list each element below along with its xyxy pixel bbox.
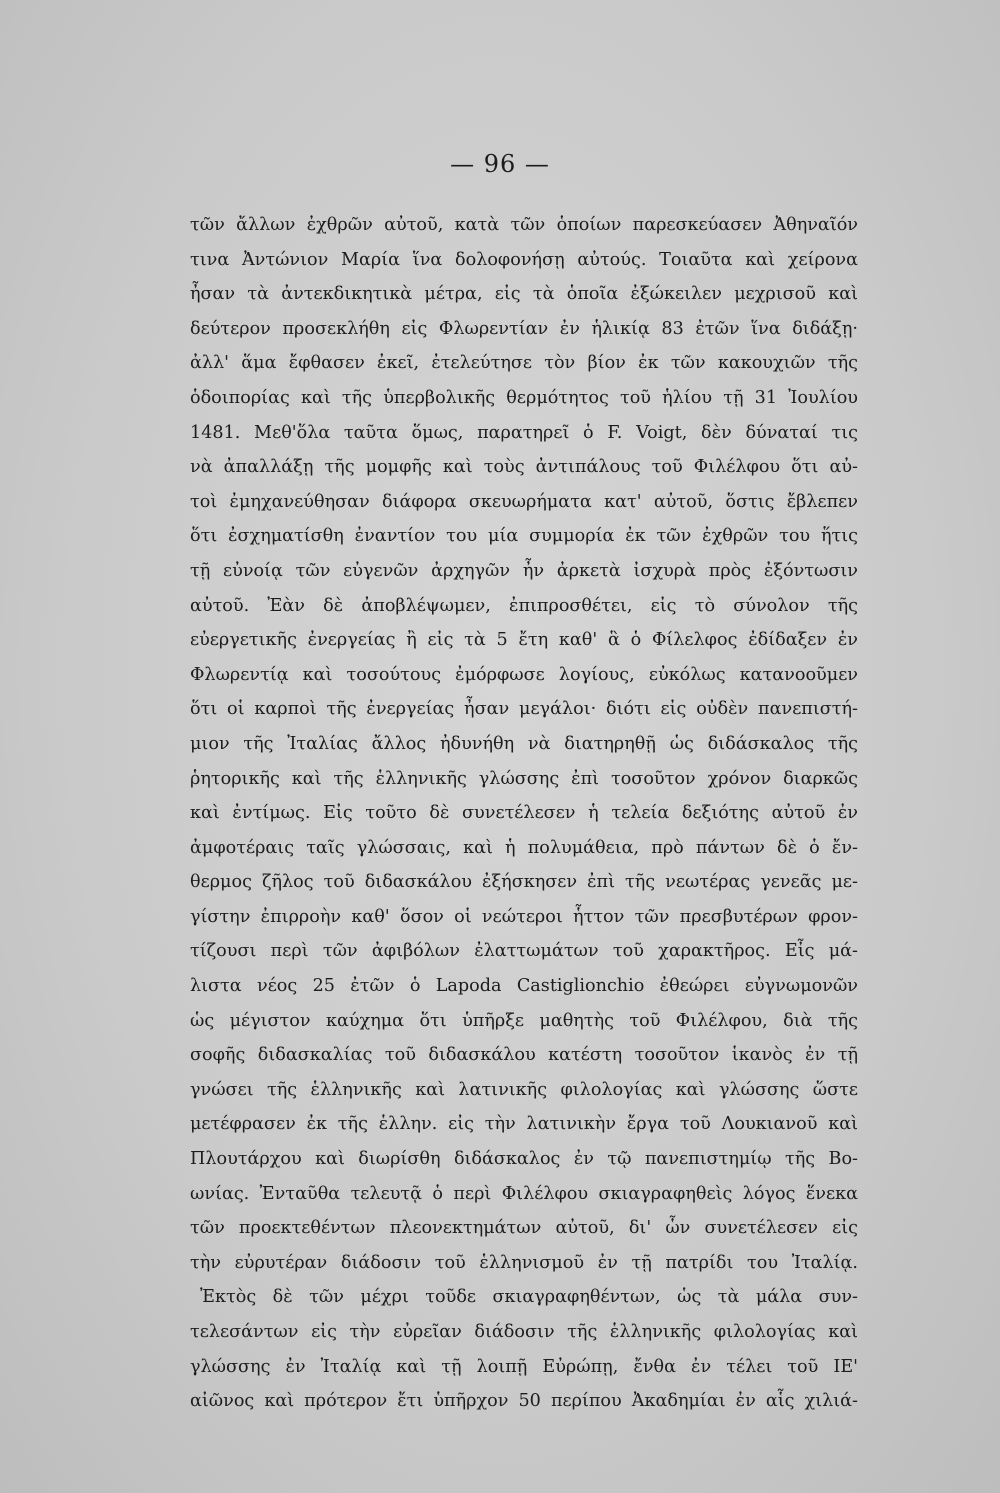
text-line: νὰ ἀπαλλάξῃ τῆς μομφῆς καὶ τοὺς ἀντιπάλους τοῦ Φιλέλφου ὅτι αὐ- <box>190 457 858 478</box>
body-text <box>190 208 858 1419</box>
text-line: ωνίας. Ἐνταῦθα τελευτᾷ ὁ περὶ Φιλέλφου σκιαγραφηθεὶς λόγος ἕνεκα <box>190 1183 858 1204</box>
text-line: Φλωρεντίᾳ καὶ τοσούτους ἐμόρφωσε λογίους, εὐκόλως κατανοοῦμεν <box>190 664 858 685</box>
text-line: τοὶ ἐμηχανεύθησαν διάφορα σκευωρήματα κατ' αὐτοῦ, ὅστις ἔβλεπεν <box>190 491 858 512</box>
text-line: μιον τῆς Ἰταλίας ἄλλος ἠδυνήθη νὰ διατηρηθῇ ὡς διδάσκαλος τῆς <box>190 733 858 754</box>
text-line: καὶ ἐντίμως. Εἰς τοῦτο δὲ συνετέλεσεν ἡ τελεία δεξιότης αὐτοῦ ἐν <box>190 803 858 824</box>
page-number: — 96 — <box>450 150 550 178</box>
text-line: γίστην ἐπιρροὴν καθ' ὅσον οἱ νεώτεροι ἧττον τῶν πρεσβυτέρων φρον- <box>190 906 858 927</box>
text-line: τινα Ἀντώνιον Μαρία ἵνα δολοφονήσῃ αὐτούς. Τοιαῦτα καὶ χείρονα <box>190 249 858 270</box>
text-line: ἀλλ' ἅμα ἔφθασεν ἐκεῖ, ἐτελεύτησε τὸν βίον ἐκ τῶν κακουχιῶν τῆς <box>190 353 858 374</box>
text-line: Πλουτάρχου καὶ διωρίσθη διδάσκαλος ἐν τῷ πανεπιστημίῳ τῆς Βο- <box>190 1149 858 1170</box>
text-line: λιστα νέος 25 ἐτῶν ὁ Lapoda Castiglionchio ἐθεώρει εὐγνωμονῶν <box>190 976 858 997</box>
text-line: Ἐκτὸς δὲ τῶν μέχρι τοῦδε σκιαγραφηθέντων, ὡς τὰ μάλα συν- <box>200 1287 858 1308</box>
text-line: 1481. Μεθ'ὅλα ταῦτα ὅμως, παρατηρεῖ ὁ F. Voigt, δὲν δύναταί τις <box>190 422 858 443</box>
text-line: τελεσάντων εἰς τὴν εὐρεῖαν διάδοσιν τῆς ἑλληνικῆς φιλολογίας καὶ <box>190 1322 858 1342</box>
text-line: ὅτι οἱ καρποὶ τῆς ἐνεργείας ἦσαν μεγάλοι· διότι εἰς οὐδὲν πανεπιστή- <box>190 699 858 720</box>
text-line: γλώσσης ἐν Ἰταλίᾳ καὶ τῇ λοιπῇ Εὐρώπῃ, ἔνθα ἐν τέλει τοῦ ΙΕ' <box>190 1356 858 1377</box>
text-line: ὁδοιπορίας καὶ τῆς ὑπερβολικῆς θερμότητος τοῦ ἡλίου τῇ 31 Ἰουλίου <box>190 387 858 408</box>
text-line: τῇ εὐνοίᾳ τῶν εὐγενῶν ἀρχηγῶν ἦν ἀρκετὰ ἰσχυρὰ πρὸς ἐξόντωσιν <box>190 560 858 581</box>
text-line: μετέφρασεν ἐκ τῆς ἑλλην. εἰς τὴν λατινικὴν ἔργα τοῦ Λουκιανοῦ καὶ <box>190 1114 858 1135</box>
text-line: αὐτοῦ. Ἐὰν δὲ ἀποβλέψωμεν, ἐπιπροσθέτει, εἰς τὸ σύνολον τῆς <box>190 595 858 616</box>
text-line: εὐεργετικῆς ἐνεργείας ἢ εἰς τὰ 5 ἔτη καθ' ἃ ὁ Φίλελφος ἐδίδαξεν ἐν <box>190 630 858 651</box>
text-line: δεύτερον προσεκλήθη εἰς Φλωρεντίαν ἐν ἡλικίᾳ 83 ἐτῶν ἵνα διδάξῃ· <box>190 318 858 339</box>
text-line: ὡς μέγιστον καύχημα ὅτι ὑπῆρξε μαθητὴς τοῦ Φιλέλφου, διὰ τῆς <box>190 1010 858 1031</box>
text-line: τῶν προεκτεθέντων πλεονεκτημάτων αὐτοῦ, δι' ὧν συνετέλεσεν εἰς <box>190 1218 858 1239</box>
text-line: τίζουσι περὶ τῶν ἀφιβόλων ἐλαττωμάτων τοῦ χαρακτῆρος. Εἶς μά- <box>190 941 858 962</box>
text-line: τῶν ἄλλων ἐχθρῶν αὐτοῦ, κατὰ τῶν ὁποίων παρεσκεύασεν Ἀθηναῖόν <box>190 215 858 235</box>
text-line: θερμος ζῆλος τοῦ διδασκάλου ἐξήσκησεν ἐπὶ τῆς νεωτέρας γενεᾶς με- <box>190 872 858 893</box>
text-line: σοφῆς διδασκαλίας τοῦ διδασκάλου κατέστη τοσοῦτον ἱκανὸς ἐν τῇ <box>190 1045 858 1066</box>
text-line: γνώσει τῆς ἑλληνικῆς καὶ λατινικῆς φιλολογίας καὶ γλώσσης ὥστε <box>190 1079 858 1100</box>
text-line: ἀμφοτέραις ταῖς γλώσσαις, καὶ ἡ πολυμάθεια, πρὸ πάντων δὲ ὁ ἔν- <box>190 837 858 858</box>
text-line: αἰῶνος καὶ πρότερον ἔτι ὑπῆρχον 50 περίπου Ἀκαδημίαι ἐν αἷς χιλιά- <box>190 1391 858 1412</box>
text-line: ἦσαν τὰ ἀντεκδικητικὰ μέτρα, εἰς τὰ ὁποῖα ἐξώκειλεν μεχρισοῦ καὶ <box>190 284 858 305</box>
text-line: ῥητορικῆς καὶ τῆς ἑλληνικῆς γλώσσης ἐπὶ τοσοῦτον χρόνον διαρκῶς <box>190 768 858 789</box>
text-line: τὴν εὐρυτέραν διάδοσιν τοῦ ἑλληνισμοῦ ἐν τῇ πατρίδι του Ἰταλίᾳ. <box>190 1252 858 1273</box>
text-line: ὅτι ἐσχηματίσθη ἐναντίον του μία συμμορία ἐκ τῶν ἐχθρῶν του ἥτις <box>190 526 858 547</box>
